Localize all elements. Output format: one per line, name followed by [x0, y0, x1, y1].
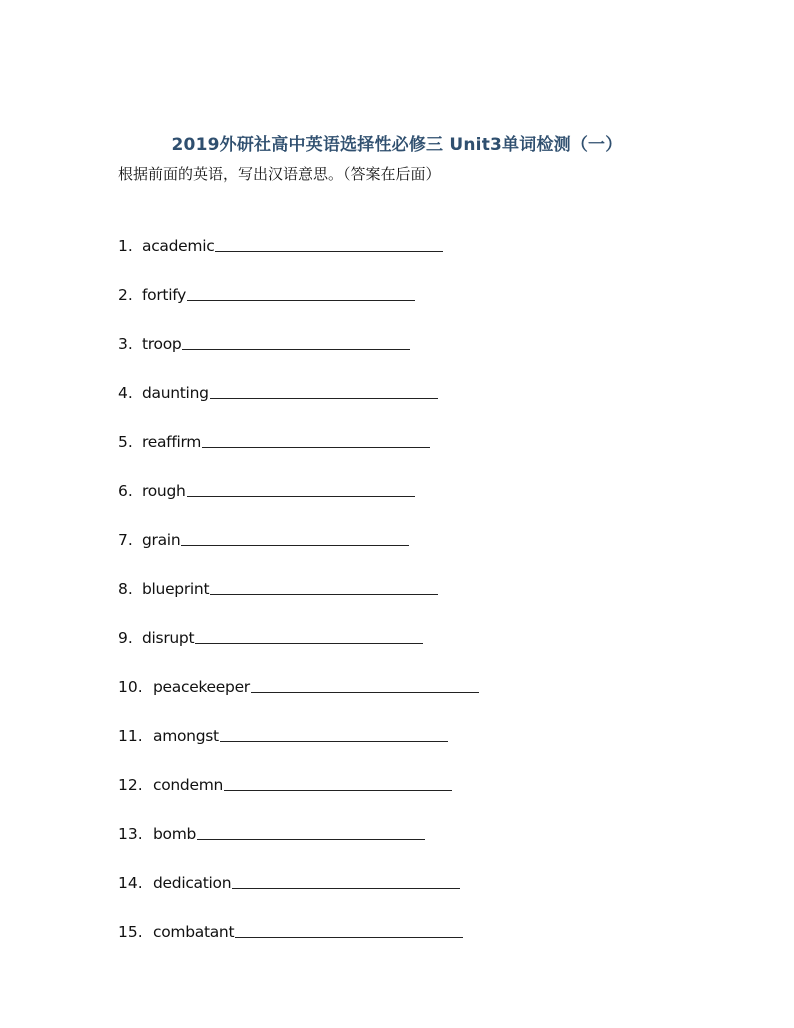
- item-word: rough: [142, 482, 186, 500]
- item-word: bomb: [153, 825, 197, 843]
- answer-blank: [181, 545, 409, 546]
- answer-blank: [202, 447, 430, 448]
- answer-blank: [210, 594, 438, 595]
- document-title: 2019外研社高中英语选择性必修三 Unit3单词检测（一）: [171, 135, 623, 155]
- list-item: [118, 794, 479, 843]
- item-number: 2.: [118, 286, 133, 304]
- item-word: dedication: [153, 874, 232, 892]
- item-word: blueprint: [142, 580, 210, 598]
- answer-blank: [215, 251, 443, 252]
- list-item: [118, 647, 479, 696]
- item-word: peacekeeper: [153, 678, 250, 696]
- instruction-text: 根据前面的英语，写出汉语意思。（答案在后面）: [118, 165, 441, 183]
- item-number: 11.: [118, 727, 143, 745]
- item-number: 15.: [118, 923, 143, 941]
- item-number: 14.: [118, 874, 143, 892]
- list-item: [118, 892, 479, 941]
- item-number: 3.: [118, 335, 133, 353]
- item-number: 10.: [118, 678, 143, 696]
- item-number: 13.: [118, 825, 143, 843]
- list-item: [118, 402, 479, 451]
- answer-blank: [224, 790, 452, 791]
- list-item: [118, 696, 479, 745]
- list-item: [118, 255, 479, 304]
- item-number: 5.: [118, 433, 133, 451]
- item-number: 6.: [118, 482, 133, 500]
- item-word: academic: [142, 237, 215, 255]
- item-word: disrupt: [142, 629, 195, 647]
- item-word: fortify: [142, 286, 186, 304]
- list-item: [118, 598, 479, 647]
- list-item: [118, 500, 479, 549]
- list-item: [118, 843, 479, 892]
- item-number: 4.: [118, 384, 133, 402]
- answer-blank: [220, 741, 448, 742]
- item-number: 9.: [118, 629, 133, 647]
- list-item: [118, 206, 479, 255]
- item-number: 7.: [118, 531, 133, 549]
- list-item: [118, 353, 479, 402]
- answer-blank: [182, 349, 410, 350]
- answer-blank: [235, 937, 463, 938]
- list-item: [118, 451, 479, 500]
- item-word: daunting: [142, 384, 209, 402]
- item-number: 12.: [118, 776, 143, 794]
- item-word: troop: [142, 335, 182, 353]
- item-word: grain: [142, 531, 181, 549]
- answer-blank: [232, 888, 460, 889]
- item-word: reaffirm: [142, 433, 202, 451]
- item-word: combatant: [153, 923, 235, 941]
- answer-blank: [187, 496, 415, 497]
- list-item: [118, 304, 479, 353]
- item-number: 1.: [118, 237, 133, 255]
- answer-blank: [195, 643, 423, 644]
- answer-blank: [210, 398, 438, 399]
- vocabulary-list: [118, 206, 479, 941]
- answer-blank: [251, 692, 479, 693]
- item-word: amongst: [153, 727, 219, 745]
- item-word: condemn: [153, 776, 224, 794]
- answer-blank: [197, 839, 425, 840]
- answer-blank: [187, 300, 415, 301]
- list-item: [118, 549, 479, 598]
- list-item: [118, 745, 479, 794]
- item-number: 8.: [118, 580, 133, 598]
